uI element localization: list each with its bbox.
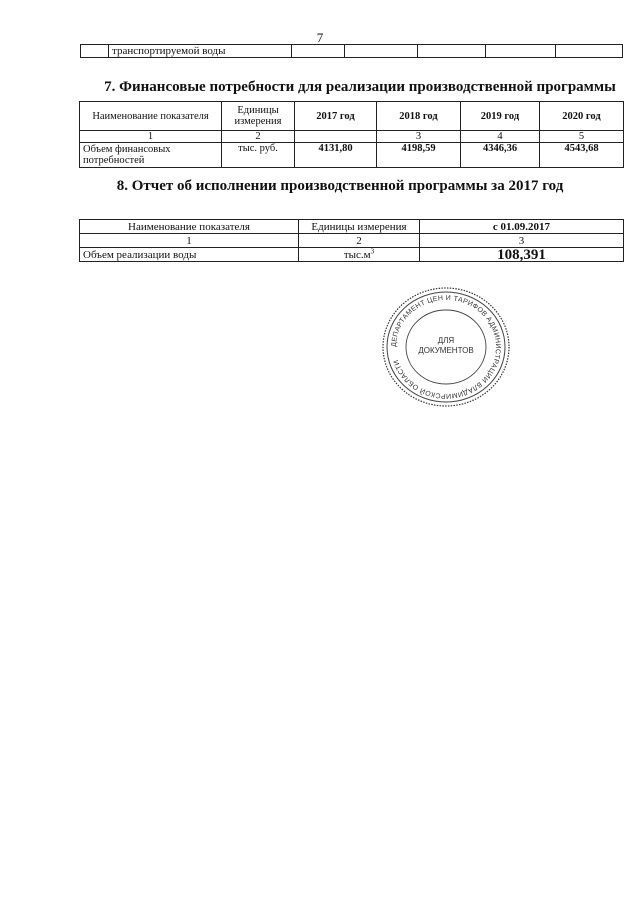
official-stamp (380, 285, 512, 409)
row-unit: тыс. руб. (222, 143, 295, 168)
program-report-table (79, 219, 624, 262)
value-2020: 4543,68 (540, 143, 624, 168)
col-number (295, 131, 377, 143)
table-row (80, 143, 624, 168)
table-cell (556, 45, 623, 58)
table-header-row (80, 220, 624, 234)
continuation-cell: транспортируемой воды (109, 45, 292, 58)
section7-title: 7. Финансовые потребности для реализации производственной программы (104, 79, 616, 95)
col-number: 3 (377, 131, 461, 143)
stamp-graphic (380, 285, 512, 409)
page-number: 7 (316, 30, 324, 45)
header-2017: 2017 год (295, 102, 377, 131)
header-period: с 01.09.2017 (420, 220, 624, 234)
financial-needs-table (79, 101, 624, 168)
value-2019: 4346,36 (461, 143, 540, 168)
header-name: Наименование показателя (80, 102, 222, 131)
table-cell (345, 45, 418, 58)
header-unit: Единицы измерения (299, 220, 420, 234)
table-number-row (80, 131, 624, 143)
value-2017: 4131,80 (295, 143, 377, 168)
stamp-center-line: ДЛЯ (437, 336, 455, 345)
continuation-table (80, 44, 623, 58)
table-cell (81, 45, 109, 58)
row-value: 108,391 (420, 248, 624, 262)
table-cell (486, 45, 556, 58)
table-header-row (80, 102, 624, 131)
table-number-row (80, 234, 624, 248)
table-row (80, 248, 624, 262)
unit-text: тыс.м (343, 248, 371, 261)
col-number: 2 (222, 131, 295, 143)
col-number: 5 (540, 131, 624, 143)
table-row (81, 45, 623, 58)
col-number: 2 (299, 234, 420, 248)
stamp-ring-text: ДЕПАРТАМЕНТ ЦЕН И ТАРИФОВ АДМИНИСТРАЦИИ ВЛАДИМИРСКОЙ ОБЛАСТИ (390, 294, 502, 400)
header-2018: 2018 год (377, 102, 461, 131)
row-name: Объем реализации воды (80, 248, 299, 262)
row-name: Объем финансовых потребностей (80, 143, 222, 168)
row-unit (299, 248, 420, 262)
stamp-center-line: ДОКУМЕНТОВ (418, 346, 474, 355)
header-name: Наименование показателя (80, 220, 299, 234)
header-2020: 2020 год (540, 102, 624, 131)
col-number: 3 (420, 234, 624, 248)
col-number: 1 (80, 131, 222, 143)
unit-superscript: 3 (370, 247, 375, 255)
col-number: 1 (80, 234, 299, 248)
header-unit: Единицы измерения (222, 102, 295, 131)
value-2018: 4198,59 (377, 143, 461, 168)
header-2019: 2019 год (461, 102, 540, 131)
table-cell (292, 45, 345, 58)
section8-title: 8. Отчет об исполнении производственной программы за 2017 год (116, 178, 564, 194)
table-cell (418, 45, 486, 58)
col-number: 4 (461, 131, 540, 143)
